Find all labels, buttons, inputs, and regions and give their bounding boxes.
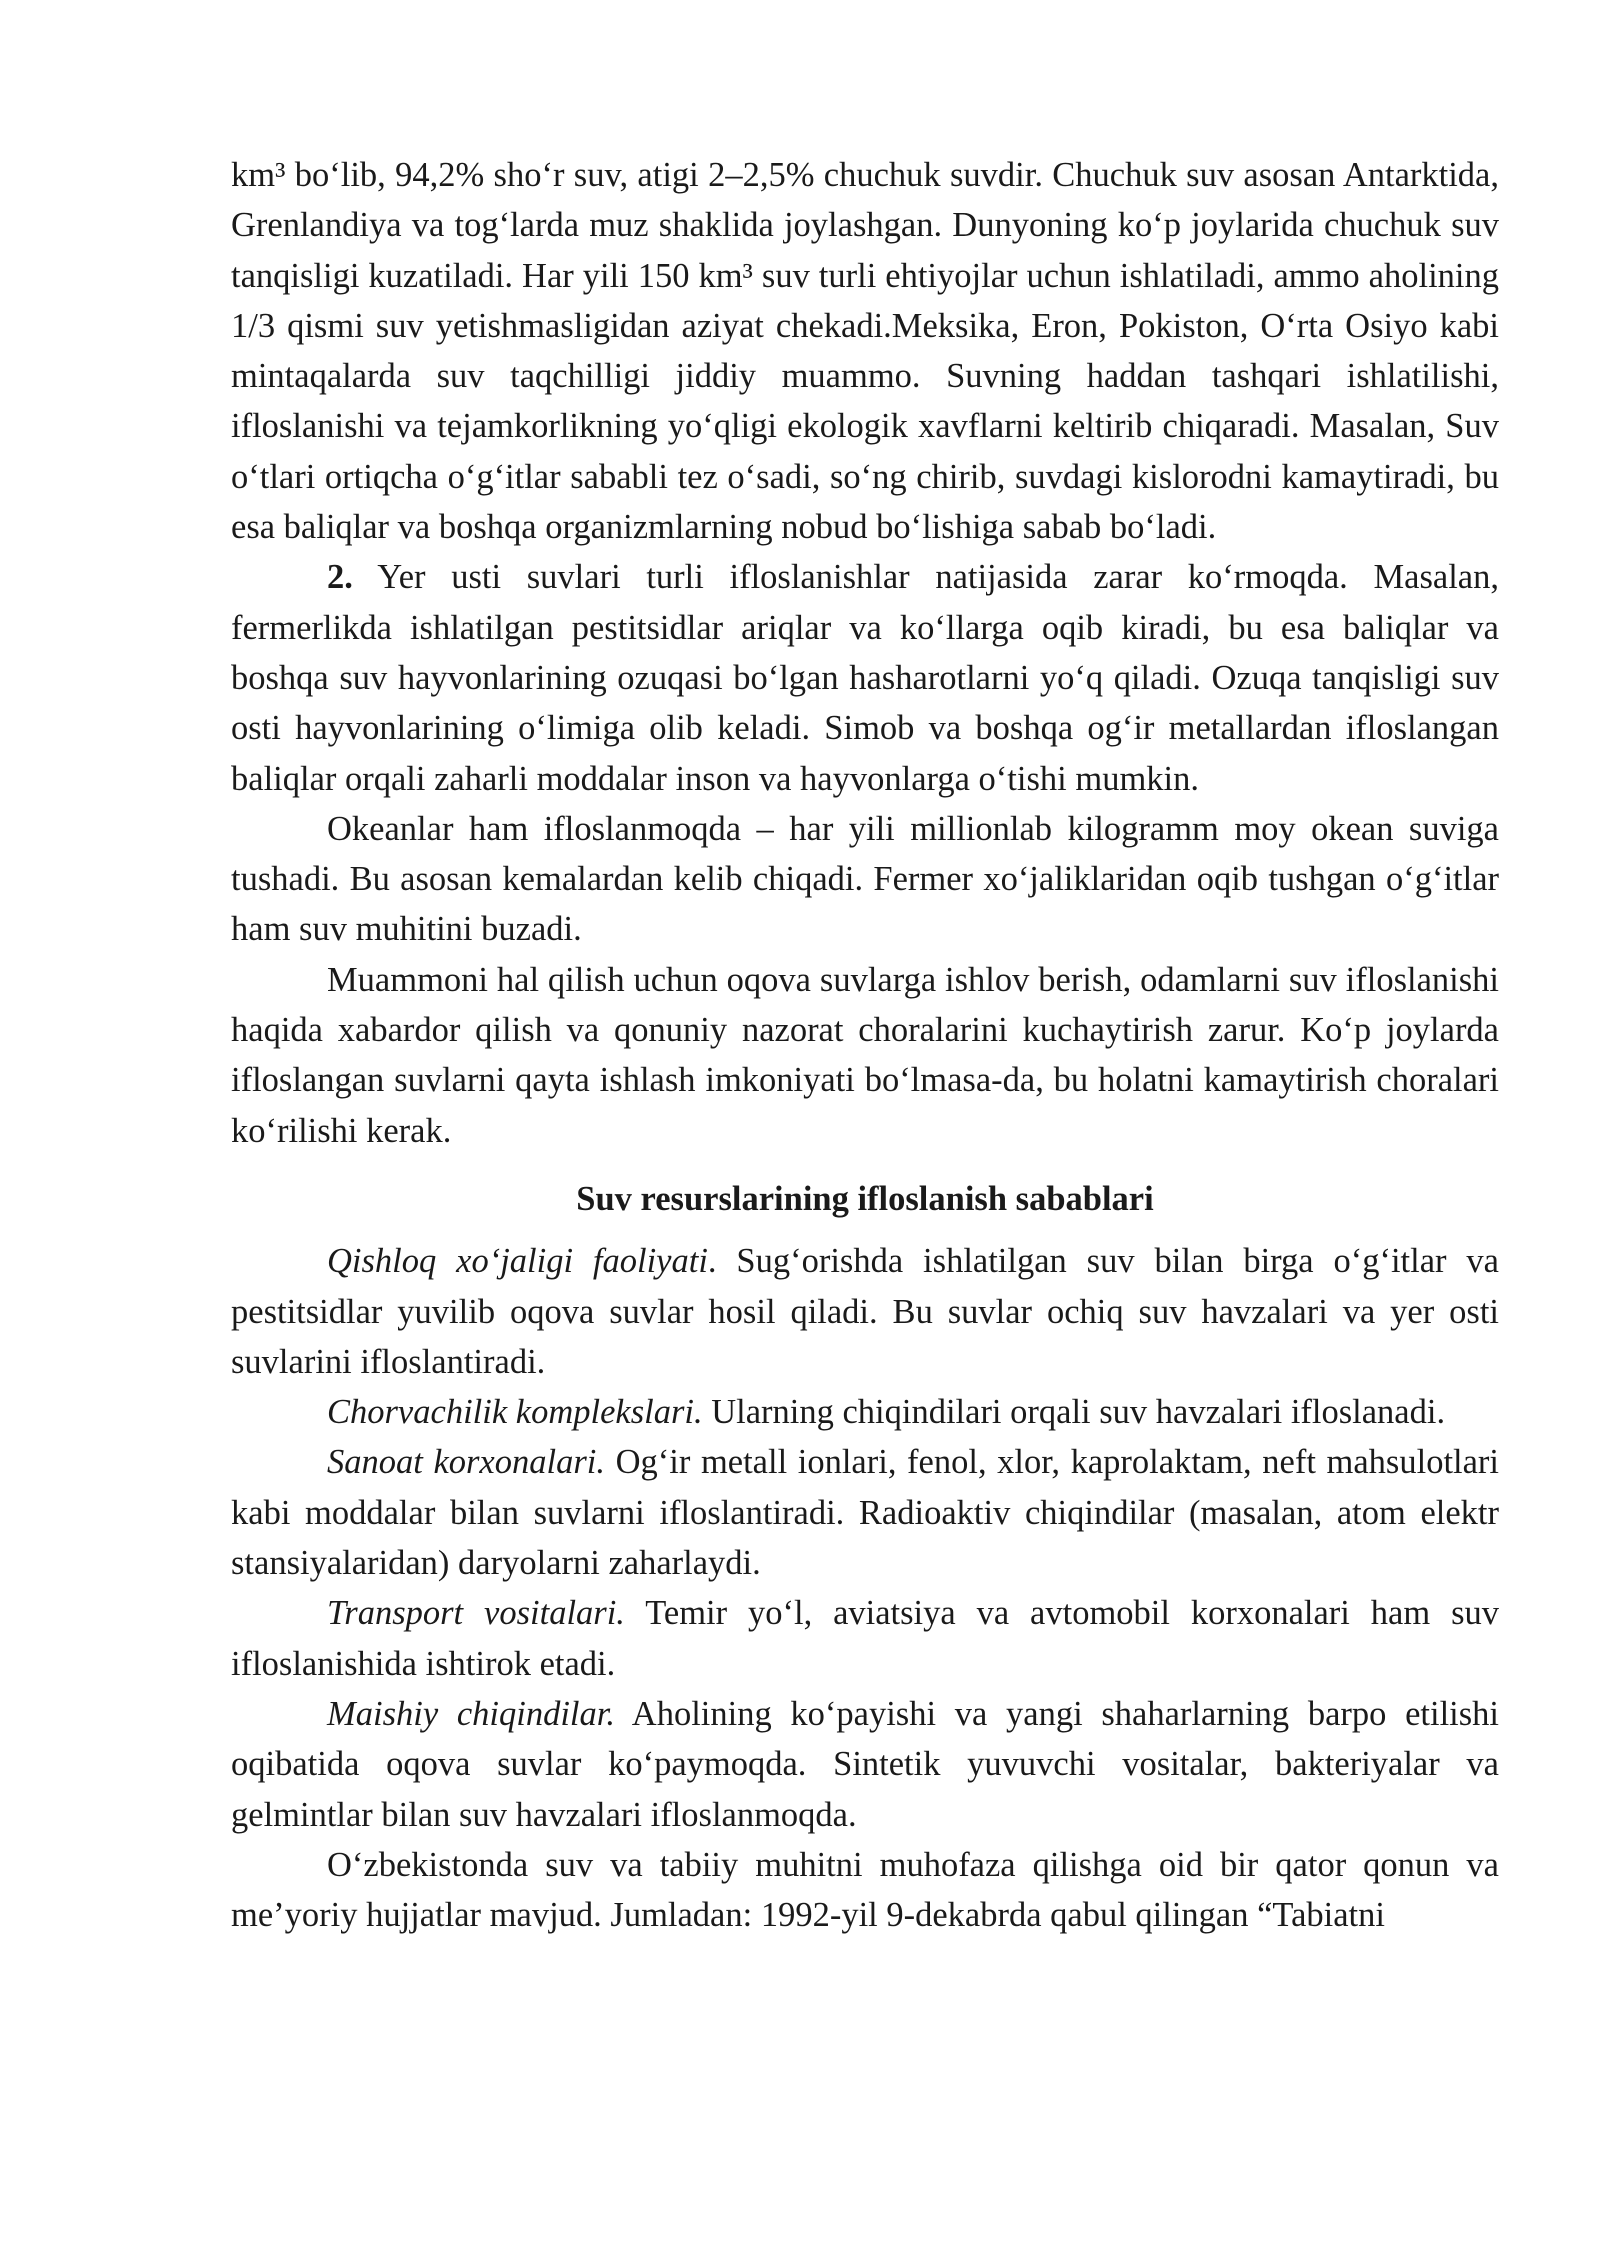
paragraph-solution: Muammoni hal qilish uchun oqova suvlarga ishlov berish, odamlarni suv ifloslanishi haqida xabardor qilish va qonuniy nazorat choralarini kuchaytirish zarur. Ko‘p joylarda ifloslangan suvlarni qayta ishlash imkoniyati bo‘lmasa-da, bu holatni kamaytirish choralari ko‘rilishi kerak. [231, 960, 1499, 1150]
paragraph-fresh-water: km³ bo‘lib, 94,2% sho‘r suv, atigi 2–2,5% chuchuk suvdir. Chuchuk suv asosan Antarktida, Grenlandiya va tog‘larda muz shaklida joylashgan. Dunyoning ko‘p joylarida chuchuk suv tanqisligi kuzatiladi. Har yili 150 km³ suv turli ehtiyojlar uchun ishlatiladi, ammo aholining 1/3 qismi suv yetishmasligidan aziyat chekadi.Meksika, Eron, Pokiston, O‘rta Osiyo kabi mintaqalarda suv taqchilligi jiddiy muammo. Suvning haddan tashqari ishlatilishi, ifloslanishi va tejamkorlikning yo‘qligi ekologik xavflarni keltirib chiqaradi. Masalan, Suv o‘tlari ortiqcha o‘g‘itlar sababli tez o‘sadi, so‘ng chirib, suvdagi kislorodni kamaytiradi, bu esa baliqlar va boshqa organizmlarning nobud bo‘lishiga sabab bo‘ladi. [231, 156, 1499, 547]
document-page [231, 150, 1499, 1940]
paragraph-number: 2. [327, 558, 353, 597]
cause-text: . Sug‘orishda ishlatilgan suv bilan birga o‘g‘itlar va pestitsidlar yuvilib oqova suvlar hosil qiladi. Bu suvlar ochiq suv havzalari va yer osti suvlarini ifloslantiradi. [231, 1242, 1499, 1381]
cause-text: Aholining ko‘payishi va yangi shaharlarning barpo etilishi oqibatida oqova suvlar ko‘paymoqda. Sintetik yuvuvchi vositalar, bakteriyalar va gelmintlar bilan suv havzalari ifloslanmoqda. [231, 1694, 1499, 1834]
cause-term: Chorvachilik komplekslari. [327, 1393, 703, 1432]
cause-text: Og‘ir metall ionlari, fenol, xlor, kaprolaktam, neft mahsulotlari kabi moddalar bilan suvlarni ifloslantiradi. Radioaktiv chiqindilar (masalan, atom elektr stansiyalaridan) daryolarni zaharlaydi. [231, 1443, 1500, 1583]
cause-text: Ularning chiqindilari orqali suv havzalari ifloslanadi. [702, 1393, 1446, 1432]
cause-livestock [231, 1387, 1499, 1437]
paragraph-oceans: Okeanlar ham ifloslanmoqda – har yili millionlab kilogramm moy okean suviga tushadi. Bu asosan kemalardan kelib chiqadi. Fermer xo‘jaliklaridan oqib tushgan o‘g‘itlar ham suv muhitini buzadi. [231, 809, 1499, 949]
cause-term: Transport vositalari. [327, 1594, 625, 1633]
paragraph-legislation: O‘zbekistonda suv va tabiiy muhitni muhofaza qilishga oid bir qator qonun va me’yoriy hujjatlar mavjud. Jumladan: 1992-yil 9-dekabrda qabul qilingan “Tabiatni [231, 1845, 1499, 1935]
cause-agriculture [231, 1236, 1499, 1387]
cause-transport [231, 1588, 1499, 1689]
cause-household-waste [231, 1689, 1499, 1840]
cause-term: Qishloq xo‘jaligi faoliyati [327, 1242, 708, 1281]
cause-industry [231, 1437, 1499, 1588]
paragraph-text: Yer usti suvlari turli ifloslanishlar natijasida zarar ko‘rmoqda. Masalan, fermerlikda ishlatilgan pestitsidlar ariqlar va ko‘llarga oqib kiradi, bu esa baliqlar va boshqa suv hayvonlarining ozuqasi bo‘lgan hasharotlarni yo‘q qiladi. Ozuqa tanqisligi suv osti hayvonlarining o‘limiga olib keladi. Simob va boshqa og‘ir metallardan ifloslangan baliqlar orqali zaharli moddalar inson va hayvonlarga o‘tishi mumkin. [231, 558, 1499, 798]
cause-term: Maishiy chiqindilar. [327, 1694, 615, 1733]
cause-term: Sanoat korxonalari. [327, 1443, 605, 1482]
paragraph-surface-water [231, 552, 1499, 803]
cause-text: Temir yo‘l, aviatsiya va avtomobil korxonalari ham suv ifloslanishida ishtirok etadi. [231, 1594, 1500, 1683]
section-heading: Suv resurslarining ifloslanish sabablari [576, 1179, 1154, 1218]
